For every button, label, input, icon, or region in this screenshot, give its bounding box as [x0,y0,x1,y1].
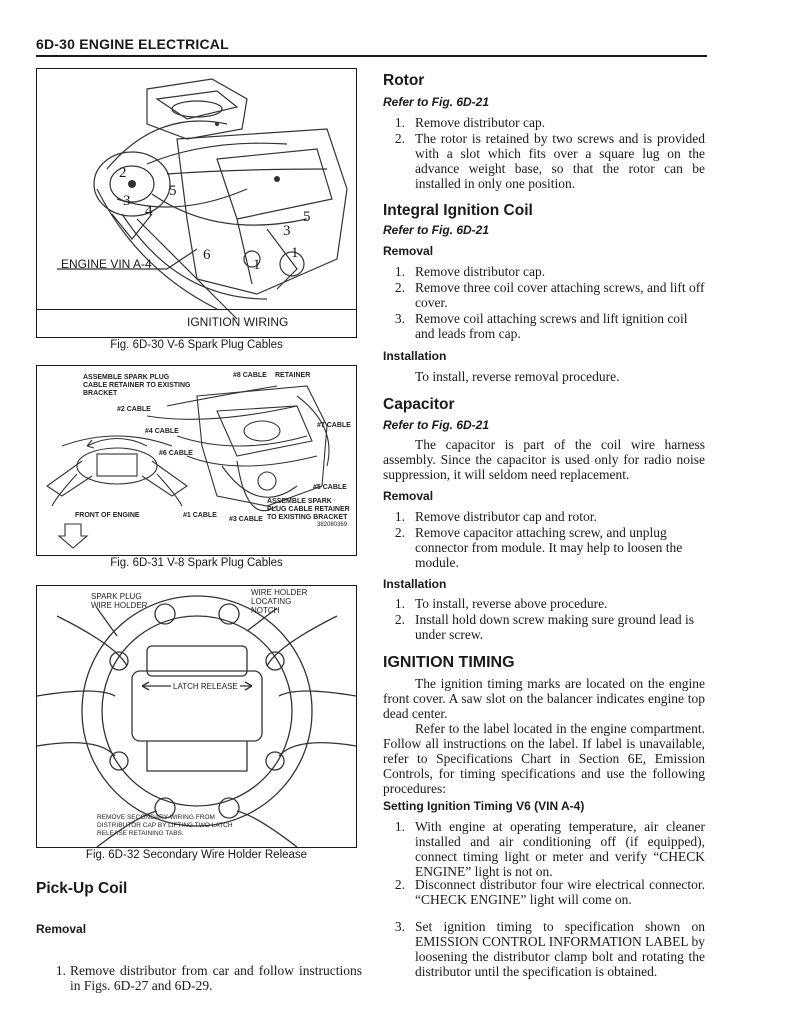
step-number: 1. [394,509,405,524]
fig31-label-cable4: #4 CABLE [145,428,179,435]
timing-step-2 [383,877,705,924]
fig31-label-assemble-top: ASSEMBLE SPARK PLUG CABLE RETAINER TO EXISTING BRACKET [83,374,191,397]
step-number: 1. [394,819,405,834]
step-text: Remove distributor cap and rotor. [415,509,597,524]
fig-6d-32-caption: Fig. 6D-32 Secondary Wire Holder Release [85,849,308,861]
fig31-label-cable5: #5 CABLE [313,484,347,491]
fig31-part-number: 382080369 [317,522,348,528]
page-header: 6D-30 ENGINE ELECTRICAL [36,36,229,52]
timing-heading: IGNITION TIMING [383,654,515,671]
distributor-cap-illustration [37,586,356,847]
pickup-coil-removal-heading: Removal [36,922,87,936]
fig30-callout-5b: 5 [303,209,311,225]
step-text: Remove distributor cap. [415,115,546,130]
step-text: Disconnect distributor four wire electrical connector. “CHECK ENGINE” light will come on. [415,877,705,907]
step-number: 1. [394,264,405,279]
capacitor-removal-heading: Removal [383,489,434,503]
step-text: Remove three coil cover attaching screws, and lift off cover. [415,280,705,310]
capacitor-step-1 [383,509,705,525]
step-text: Remove capacitor attaching screw, and unplug connector from module. It may help to loosen the module. [415,525,683,570]
step-number: 2. [394,612,405,627]
fig31-label-assemble-bottom: ASSEMBLE SPARK PLUG CABLE RETAINER TO EXISTING BRACKET [267,498,350,521]
fig31-label-cable6: #6 CABLE [159,450,193,457]
right-column [383,70,707,990]
step-number: 2. [394,131,405,146]
fig-6d-32-frame [36,585,357,848]
rotor-step-1 [383,115,705,131]
step-text: Remove distributor cap. [415,264,546,279]
step-number: 2. [394,877,405,892]
fig30-inner-rule [37,309,356,310]
fig-6d-30-frame [36,68,357,338]
step-number: 1. [55,963,66,978]
v6-engine-illustration [37,69,356,337]
fig32-label-spark-plug-holder: SPARK PLUG WIRE HOLDER [91,592,148,610]
fig30-callout-6: 6 [203,247,211,263]
coil-step-1 [383,264,705,280]
capacitor-heading: Capacitor [383,396,455,413]
rotor-step-2 [383,131,705,193]
fig30-inner-label: IGNITION WIRING [187,315,289,329]
coil-step-2 [383,280,705,312]
step-text: To install, reverse above procedure. [415,596,608,611]
fig32-label-wire-holder-notch: WIRE HOLDER LOCATING NOTCH [251,588,308,615]
step-number: 1. [394,596,405,611]
fig31-label-front: FRONT OF ENGINE [75,512,140,519]
fig30-callout-2: 2 [119,165,127,181]
step-text: Remove distributor from car and follow instructions in Figs. 6D-27 and 6D-29. [70,963,362,993]
fig-6d-30-caption: Fig. 6D-30 V-6 Spark Plug Cables [110,339,283,351]
header-rule [36,55,707,57]
fig32-label-latch-release: LATCH RELEASE [173,682,238,691]
coil-heading: Integral Ignition Coil [383,202,533,219]
step-text: With engine at operating temperature, air cleaner installed and air conditioning off (if equipped), connect timing light or meter and verify “CHECK ENGINE” light is not on. [415,819,705,879]
capacitor-install-step-1 [383,596,705,612]
fig31-label-cable3: #3 CABLE [229,516,263,523]
fig30-engine-label: ENGINE VIN A-4 [61,257,152,271]
rotor-heading: Rotor [383,72,425,89]
capacitor-step-2 [383,525,705,572]
fig-6d-31-caption: Fig. 6D-31 V-8 Spark Plug Cables [110,557,283,569]
fig31-label-retainer: RETAINER [275,372,311,379]
step-number: 3. [394,919,405,934]
step-number: 1. [394,115,405,130]
pickup-coil-step-1 [36,963,362,995]
capacitor-ref: Refer to Fig. 6D-21 [383,418,490,432]
fig31-label-cable1: #1 CABLE [183,512,217,519]
fig30-callout-1a: 1 [253,257,261,273]
fig30-callout-4: 4 [145,203,153,219]
timing-step-3 [383,919,705,989]
fig30-callout-3: 3 [123,193,131,209]
coil-installation-heading: Installation [383,349,447,363]
pickup-coil-heading: Pick-Up Coil [36,880,128,897]
coil-install-text: To install, reverse removal procedure. [415,369,620,384]
fig30-callout-5: 5 [169,183,177,199]
coil-ref: Refer to Fig. 6D-21 [383,223,490,237]
step-text: The rotor is retained by two screws and is provided with a slot which fits over a square lug on the advance weight base, so that the rotor can be installed in only one position. [415,131,705,191]
fig-6d-31-frame [36,365,357,556]
step-text: Install hold down screw making sure ground lead is under screw. [415,612,694,642]
coil-step-3 [383,311,705,343]
fig32-label-remove-note: REMOVE SECONDARY WIRING FROM DISTRIBUTOR CAP BY LIFTING TWO LATCH RELEASE RETAINING TABS. [97,814,233,837]
fig30-callout-1b: 1 [291,245,299,261]
fig31-label-cable8: #8 CABLE [233,372,267,379]
capacitor-installation-heading: Installation [383,577,447,591]
step-number: 2. [394,280,405,295]
capacitor-install-step-2 [383,612,705,644]
timing-paragraph-1: The ignition timing marks are located on the engine front cover. A saw slot on the balancer indicates engine top dead center. [383,676,705,721]
step-number: 2. [394,525,405,540]
step-number: 3. [394,311,405,326]
fig31-label-cable2: #2 CABLE [117,406,151,413]
fig30-callout-3b: 3 [283,223,291,239]
capacitor-intro: The capacitor is part of the coil wire harness assembly. Since the capacitor is used only for radio noise suppression, it will seldom need replacement. [383,437,705,482]
timing-step-1 [383,819,705,881]
step-text: Set ignition timing to specification shown on EMISSION CONTROL INFORMATION LABEL by loosening the distributor clamp bolt and rotating the distributor until the specification is obtained. [415,919,705,979]
step-text: Remove coil attaching screws and lift ignition coil and leads from cap. [415,311,688,341]
timing-setting-heading: Setting Ignition Timing V6 (VIN A-4) [383,799,585,813]
timing-paragraph-2: Refer to the label located in the engine compartment. Follow all instructions on the label. If label is unavailable, refer to Specifications Chart in Section 6E, Emission Controls, for timing specifications and use the following procedures: [383,721,705,796]
fig31-label-cable7: #7 CABLE [317,422,351,429]
rotor-ref: Refer to Fig. 6D-21 [383,95,490,109]
coil-removal-heading: Removal [383,244,434,258]
